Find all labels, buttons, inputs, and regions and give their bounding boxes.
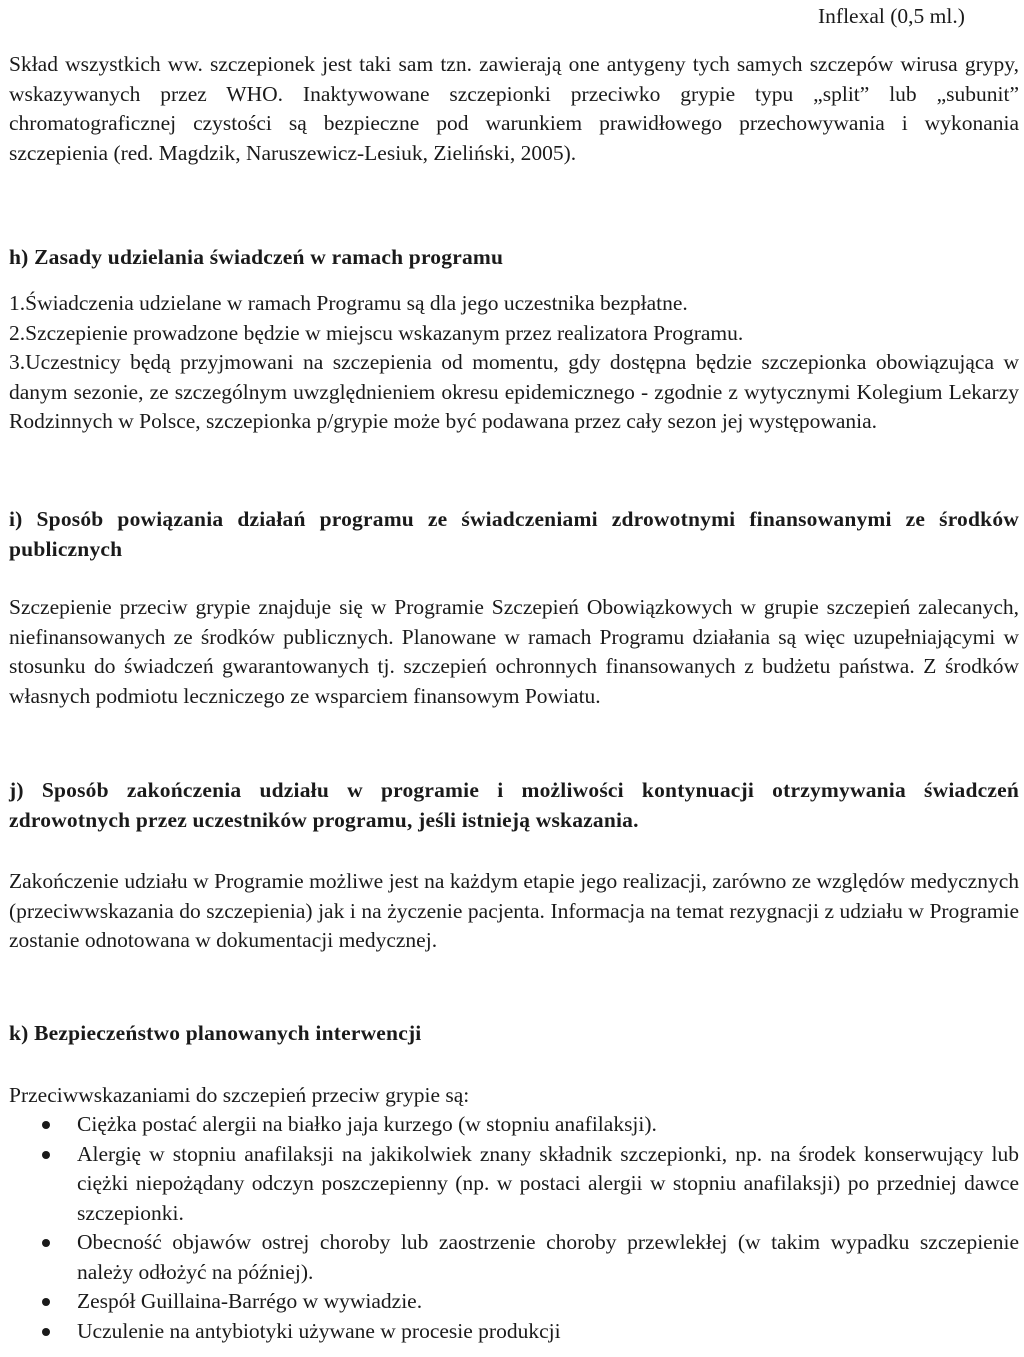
contraindications-list	[9, 1110, 1019, 1346]
list-item	[9, 1110, 1019, 1140]
list-item-text: Uczulenie na antybiotyki używane w procesie produkcji	[77, 1318, 561, 1343]
bullet-icon	[42, 1121, 50, 1129]
list-item	[9, 1140, 1019, 1229]
list-item	[9, 1287, 1019, 1317]
section-h-title: h) Zasady udzielania świadczeń w ramach programu	[9, 245, 504, 269]
section-i-title: i) Sposób powiązania działań programu ze świadczeniami zdrowotnymi finansowanymi ze środków publicznych	[9, 507, 1019, 561]
section-k-lead: Przeciwwskazaniami do szczepień przeciw grypie są:	[9, 1083, 470, 1107]
intro-paragraph: Skład wszystkich ww. szczepionek jest taki sam tzn. zawierają one antygeny tych samych szczepów wirusa grypy, wskazywanych przez WHO. Inaktywowane szczepionki przeciwko grypie typu „split” lub „subunit” chromatograficznej czystości są bezpieczne pod warunkiem prawidłowego przechowywania i wykonania szczepienia (red. Magdzik, Naruszewicz-Lesiuk, Zieliński, 2005).	[9, 52, 1019, 165]
product-note: Inflexal (0,5 ml.)	[818, 4, 965, 28]
bullet-icon	[42, 1151, 50, 1159]
bullet-icon	[42, 1298, 50, 1306]
section-h-list	[9, 289, 1019, 437]
bullet-icon	[42, 1239, 50, 1247]
section-h-item-2: 2.Szczepienie prowadzone będzie w miejscu wskazanym przez realizatora Programu.	[9, 320, 744, 345]
list-item-text: Alergię w stopniu anafilaksji na jakikolwiek znany składnik szczepionki, np. na środek konserwujący lub ciężki niepożądany odczyn poszczepienny (np. w postaci alergii w stopniu anafilaksji) po przedniej dawce szczepionki.	[77, 1141, 1019, 1225]
list-item	[9, 1317, 1019, 1347]
list-item-text: Zespół Guillaina-Barrégo w wywiadzie.	[77, 1289, 423, 1313]
section-i-body: Szczepienie przeciw grypie znajduje się w Programie Szczepień Obowiązkowych w grupie szczepień zalecanych, niefinansowanych ze środków publicznych. Planowane w ramach Programu działania są więc uzupełniającymi w stosunku do świadczeń gwarantowanych tj. szczepień ochronnych finansowanych z budżetu państwa. Z środków własnych podmiotu leczniczego ze wsparciem finansowym Powiatu.	[9, 595, 1019, 708]
section-k-title: k) Bezpieczeństwo planowanych interwencji	[9, 1021, 422, 1045]
section-j-body: Zakończenie udziału w Programie możliwe jest na każdym etapie jego realizacji, zarówno ze względów medycznych (przeciwwskazania do szczepienia) jak i na życzenie pacjenta. Informacja na temat rezygnacji z udziału w Programie zostanie odnotowana w dokumentacji medycznej.	[9, 869, 1019, 952]
list-item-text: Ciężka postać alergii na białko jaja kurzego (w stopniu anafilaksji).	[77, 1112, 657, 1136]
list-item	[9, 1228, 1019, 1287]
section-h-item-1: 1.Świadczenia udzielane w ramach Programu są dla jego uczestnika bezpłatne.	[9, 291, 688, 315]
bullet-icon	[42, 1328, 50, 1336]
section-h-item-3: 3.Uczestnicy będą przyjmowani na szczepienia od momentu, gdy dostępna będzie szczepionka obowiązująca w danym sezonie, ze szczególnym uwzględnieniem okresu epidemicznego - zgodnie z wytycznymi Kolegium Lekarzy Rodzinnych w Polsce, szczepionka p/grypie może być podawana przez cały sezon jej występowania.	[9, 350, 1019, 433]
list-item-text: Obecność objawów ostrej choroby lub zaostrzenie choroby przewlekłej (w takim wypadku szczepienie należy odłożyć na później).	[77, 1230, 1019, 1284]
section-j-title: j) Sposób zakończenia udziału w programie i możliwości kontynuacji otrzymywania świadczeń zdrowotnych przez uczestników programu, jeśli istnieją wskazania.	[9, 778, 1019, 832]
